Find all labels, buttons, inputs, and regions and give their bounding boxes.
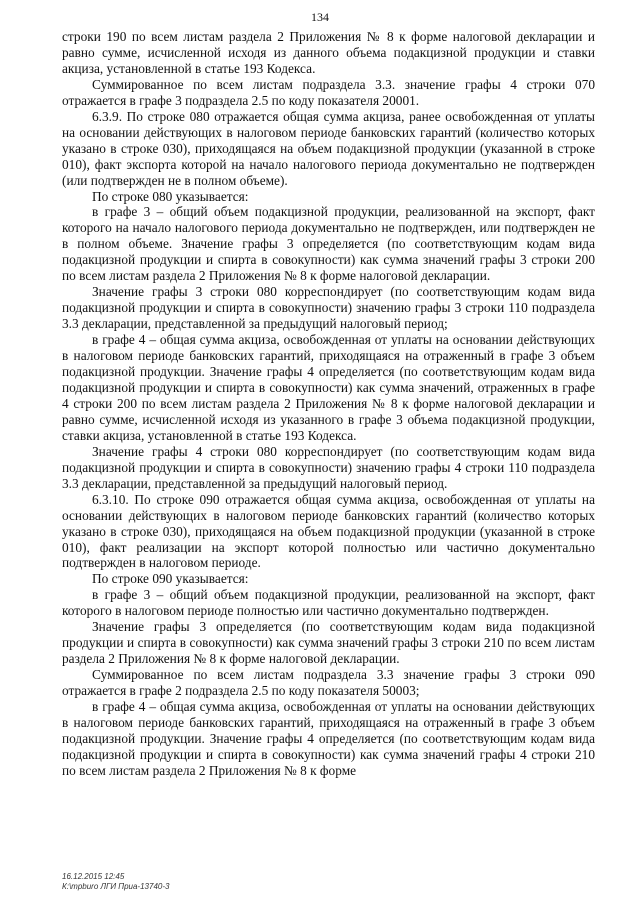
paragraph-6-3-9: 6.3.9. По строке 080 отражается общая сумма акциза, ранее освобожденная от уплаты на основании действующих в налоговом периоде банковских гарантий (количество которых указано в строке 030), приходящаяся на объем подакцизной продукции (указанной в строке 010), факт экспорта которой на начало налогового периода документально не подтвержден (или подтвержден не в полном объеме). <box>62 108 595 188</box>
paragraph-continuation: строки 190 по всем листам раздела 2 Приложения № 8 к форме налоговой декларации и равно сумме, исчисленной исходя из данного объема подакцизной продукции и ставки акциза, установленной в статье 193 Кодекса. <box>62 29 595 76</box>
print-footer <box>62 872 169 892</box>
paragraph: в графе 3 – общий объем подакцизной продукции, реализованной на экспорт, факт которого на начало налогового периода документально не подтвержден, или подтвержден не в полном объеме. Значение графы 3 определяется (по соответствующим кодам вида подакцизной продукции и спирта в совокупности) как сумма значений графы 3 строки 200 по всем листам раздела 2 Приложения № 8 к форме налоговой декларации. <box>62 204 595 284</box>
paragraph: Значение графы 3 строки 080 корреспондирует (по соответствующим кодам вида подакцизной продукции и спирта в совокупности) значению графы 3 строки 110 подраздела 3.3 декларации, представленной за предыдущий налоговый период; <box>62 284 595 332</box>
paragraph-6-3-10: 6.3.10. По строке 090 отражается общая сумма акциза, освобожденная от уплаты на основании действующих в налоговом периоде банковских гарантий (количество которых указано в строке 030), приходящаяся на объем подакцизной продукции (указанной в строке 010), факт реализации на экспорт которой полностью или частично документально подтвержден в налоговом периоде. <box>62 491 595 571</box>
paragraph: Суммированное по всем листам подраздела 3.3 значение графы 3 строки 090 отражается в графе 2 подраздела 2.5 по коду показателя 50003; <box>62 667 595 699</box>
paragraph: в графе 3 – общий объем подакцизной продукции, реализованной на экспорт, факт которого в налоговом периоде полностью или частично документально подтвержден. <box>62 587 595 619</box>
page-number: 134 <box>311 10 329 24</box>
paragraph: в графе 4 – общая сумма акциза, освобожденная от уплаты на основании действующих в налоговом периоде банковских гарантий, приходящаяся на отраженный в графе 3 объем подакцизной продукции. Значение графы 4 определяется (по соответствующим кодам вида подакцизной продукции и спирта в совокупности) как сумма значений графы 4 строки 210 по всем листам раздела 2 Приложения № 8 к форме <box>62 699 595 778</box>
paragraph: По строке 090 указывается: <box>92 571 249 587</box>
paragraph: Значение графы 3 определяется (по соответствующим кодам вида подакцизной продукции и спирта в совокупности) как сумма значений графы 3 строки 210 по всем листам раздела 2 Приложения № 8 к форме налоговой декларации. <box>62 619 595 667</box>
paragraph: Суммированное по всем листам подраздела 3.3. значение графы 4 строки 070 отражается в графе 3 подраздела 2.5 по коду показателя 20001. <box>62 76 595 108</box>
footer-source: К:\mpburo ЛГИ Приа-13740-3 <box>62 882 170 891</box>
paragraph: Значение графы 4 строки 080 корреспондирует (по соответствующим кодам вида подакцизной продукции и спирта в совокупности) значению графы 4 строки 110 подраздела 3.3 декларации, представленной за предыдущий налоговый период. <box>62 443 595 491</box>
footer-date: 16.12.2015 12:45 <box>62 872 125 881</box>
paragraph: По строке 080 указывается: <box>92 188 249 204</box>
document-body <box>62 29 595 779</box>
paragraph: в графе 4 – общая сумма акциза, освобожденная от уплаты на основании действующих в налоговом периоде банковских гарантий, приходящаяся на отраженный в графе 3 объем подакцизной продукции. Значение графы 4 определяется (по соответствующим кодам вида подакцизной продукции и спирта в совокупности) как сумма значений, отраженных в графе 4 строки 200 по всем листам раздела 2 Приложения № 8 к форме налоговой декларации и равно сумме, исчисленной исходя из указанного в графе 3 объема подакцизной продукции, ставки акциза, установленной в статье 193 Кодекса. <box>62 332 595 443</box>
